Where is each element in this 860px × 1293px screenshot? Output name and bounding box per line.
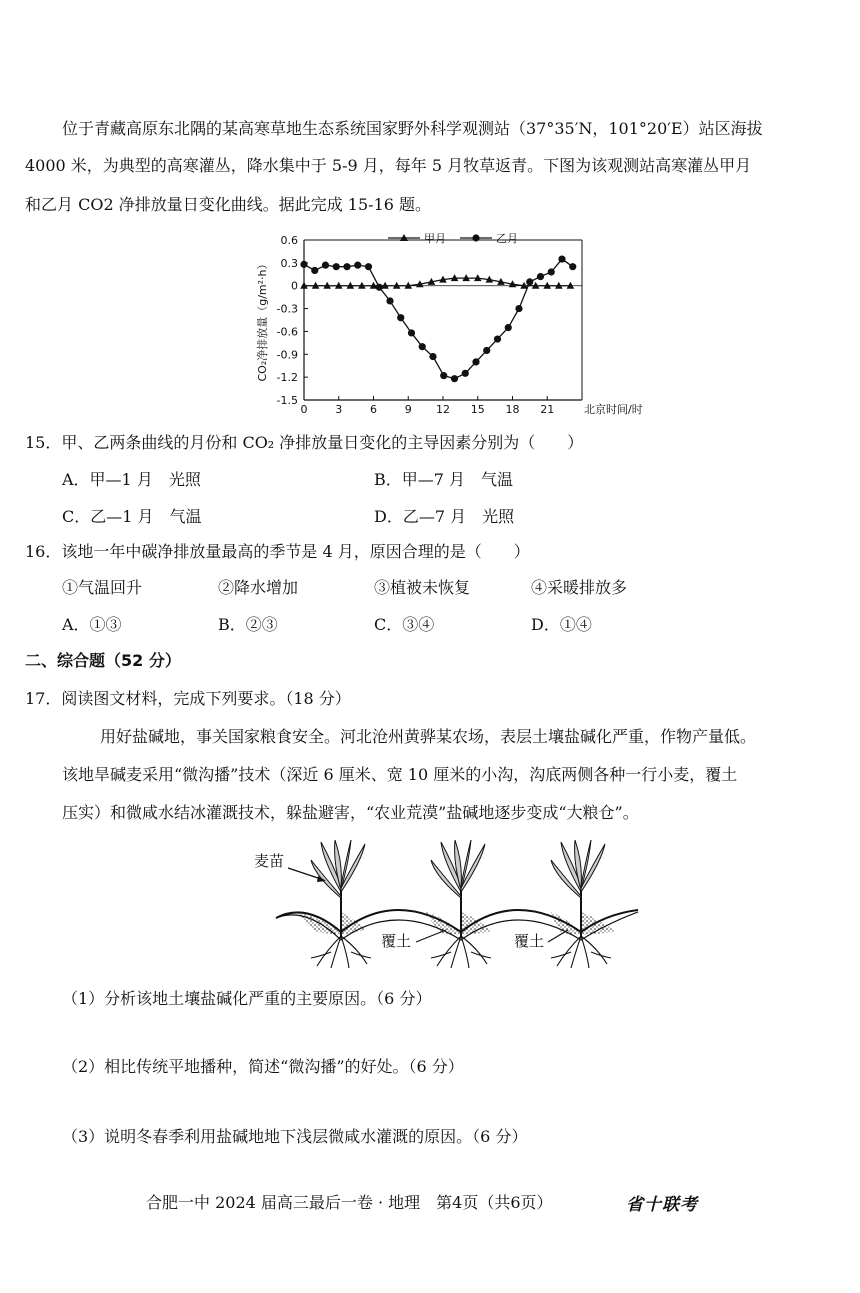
- exam-stamp: 省十联考: [626, 1195, 698, 1215]
- series-yi-point: [526, 278, 533, 285]
- q16-option-a: A．①③: [62, 615, 122, 634]
- series-yi-point: [515, 305, 522, 312]
- y-tick-label: -1.2: [276, 371, 298, 385]
- q17-para-2: 该地旱碱麦采用“微沟播”技术（深近 6 厘米、宽 10 厘米的小沟，沟底两侧各种一行小麦，覆土: [62, 765, 738, 784]
- wheat-root: [431, 952, 451, 958]
- x-tick-label: 18: [505, 403, 520, 416]
- furrow-sowing-diagram: [246, 840, 646, 975]
- y-tick-label: 0.3: [280, 256, 298, 270]
- series-yi-point: [419, 343, 426, 350]
- q16-option-b: B．②③: [218, 615, 278, 634]
- series-yi-point: [322, 262, 329, 269]
- q17-sub-3: （3）说明冬春季利用盐碱地地下浅层微咸水灌溉的原因。（6 分）: [62, 1127, 528, 1146]
- wheat-root: [311, 952, 331, 958]
- q16-stem: 16．该地一年中碳净排放量最高的季节是 4 月，原因合理的是（ ）: [25, 542, 530, 561]
- intro-line-2: 4000 米，为典型的高寒灌丛，降水集中于 5-9 月，每年 5 月牧草返青。下图为该观测站高寒灌丛甲月: [25, 156, 752, 175]
- x-tick-label: 0: [300, 403, 308, 416]
- series-yi-point: [558, 255, 565, 262]
- series-yi-point: [408, 329, 415, 336]
- q15-stem: 15．甲、乙两条曲线的月份和 CO₂ 净排放量日变化的主导因素分别为（ ）: [25, 433, 584, 452]
- q15-option-c: C．乙—1 月 气温: [62, 507, 202, 526]
- x-axis-label: 北京时间/时: [584, 403, 643, 416]
- series-yi-point: [462, 370, 469, 377]
- co2-line-chart: [248, 228, 643, 424]
- x-tick-label: 9: [404, 403, 412, 416]
- series-yi-point: [451, 375, 458, 382]
- q17-sub-2: （2）相比传统平地播种，简述“微沟播”的好处。（6 分）: [62, 1057, 464, 1076]
- x-tick-label: 12: [436, 403, 450, 416]
- series-yi-point: [537, 273, 544, 280]
- soil-cover-left-1: [296, 912, 341, 935]
- q15-option-d: D．乙—7 月 光照: [374, 507, 515, 526]
- series-yi-point: [494, 335, 501, 342]
- y-axis-label: CO₂净排放量（g/m²·h）: [256, 258, 269, 382]
- x-tick-label: 21: [540, 403, 555, 416]
- q15-option-b: B．甲—7 月 气温: [374, 470, 514, 489]
- q16-item-1: ①气温回升: [62, 578, 143, 597]
- series-yi-point: [429, 353, 436, 360]
- series-yi-point: [343, 263, 350, 270]
- series-yi-line: [304, 259, 573, 379]
- q16-item-3: ③植被未恢复: [374, 578, 471, 597]
- series-yi-point: [376, 284, 383, 291]
- soil-label-2: 覆土: [514, 932, 545, 950]
- y-tick-label: 0.6: [280, 234, 298, 247]
- x-tick-label: 6: [370, 403, 377, 416]
- series-yi-point: [483, 347, 490, 354]
- series-yi-point: [569, 263, 576, 270]
- series-yi-point: [472, 358, 479, 365]
- soil-pointer-1: [416, 930, 446, 942]
- soil-pointer-2: [548, 930, 568, 942]
- series-yi-point: [548, 268, 555, 275]
- intro-line-1: 位于青藏高原东北隅的某高寒草地生态系统国家野外科学观测站（37°35′N，101°20′E）站区海拔: [62, 119, 763, 138]
- q16-item-2: ②降水增加: [218, 578, 299, 597]
- wheat-root: [437, 936, 461, 966]
- wheat-root: [551, 952, 571, 958]
- y-tick-label: -0.3: [276, 302, 298, 316]
- wheat-root: [591, 952, 611, 958]
- q16-option-d: D．①④: [531, 615, 592, 634]
- series-yi-point: [300, 261, 307, 268]
- soil-label-1: 覆土: [381, 932, 412, 950]
- q17-para-1: 用好盐碱地，事关国家粮食安全。河北沧州黄骅某农场，表层土壤盐碱化严重，作物产量低。: [100, 727, 757, 746]
- q17-stem: 17．阅读图文材料，完成下列要求。（18 分）: [25, 689, 351, 708]
- q17-para-3: 压实）和微咸水结冰灌溉技术，躲盐避害，“农业荒漠”盐碱地逐步变成“大粮仓”。: [62, 803, 639, 822]
- series-yi-point: [386, 297, 393, 304]
- series-yi-point: [397, 314, 404, 321]
- wheat-root: [351, 952, 371, 958]
- q15-option-a: A．甲—1 月 光照: [62, 470, 201, 489]
- x-tick-label: 3: [335, 403, 343, 416]
- series-yi-point: [354, 262, 361, 269]
- seedling-label: 麦苗: [254, 852, 285, 870]
- series-yi-point: [440, 372, 447, 379]
- legend-yi-label: 乙月: [496, 232, 518, 245]
- q17-sub-1: （1）分析该地土壤盐碱化严重的主要原因。（6 分）: [62, 989, 432, 1008]
- series-yi-point: [505, 324, 512, 331]
- wheat-root: [317, 936, 341, 966]
- y-tick-label: 0: [291, 279, 298, 293]
- series-yi-point: [365, 263, 372, 270]
- wheat-root: [557, 936, 581, 966]
- x-tick-label: 15: [470, 403, 485, 416]
- section-heading: 二、综合题（52 分）: [25, 651, 181, 670]
- y-tick-label: -0.6: [276, 325, 298, 339]
- page-footer: 合肥一中 2024 届高三最后一卷 · 地理 第4页（共6页）: [146, 1193, 553, 1212]
- series-yi-point: [311, 267, 318, 274]
- intro-line-3: 和乙月 CO2 净排放量日变化曲线。据此完成 15-16 题。: [25, 195, 432, 214]
- q16-option-c: C．③④: [374, 615, 435, 634]
- legend-jia-label: 甲月: [424, 232, 446, 245]
- y-tick-label: -0.9: [276, 348, 298, 362]
- wheat-root: [471, 952, 491, 958]
- y-tick-label: -1.5: [276, 394, 298, 407]
- series-yi-point: [333, 263, 340, 270]
- q16-item-4: ④采暖排放多: [531, 578, 628, 597]
- soil-cover-mid-2: [461, 912, 491, 935]
- legend-yi-marker: [472, 234, 479, 241]
